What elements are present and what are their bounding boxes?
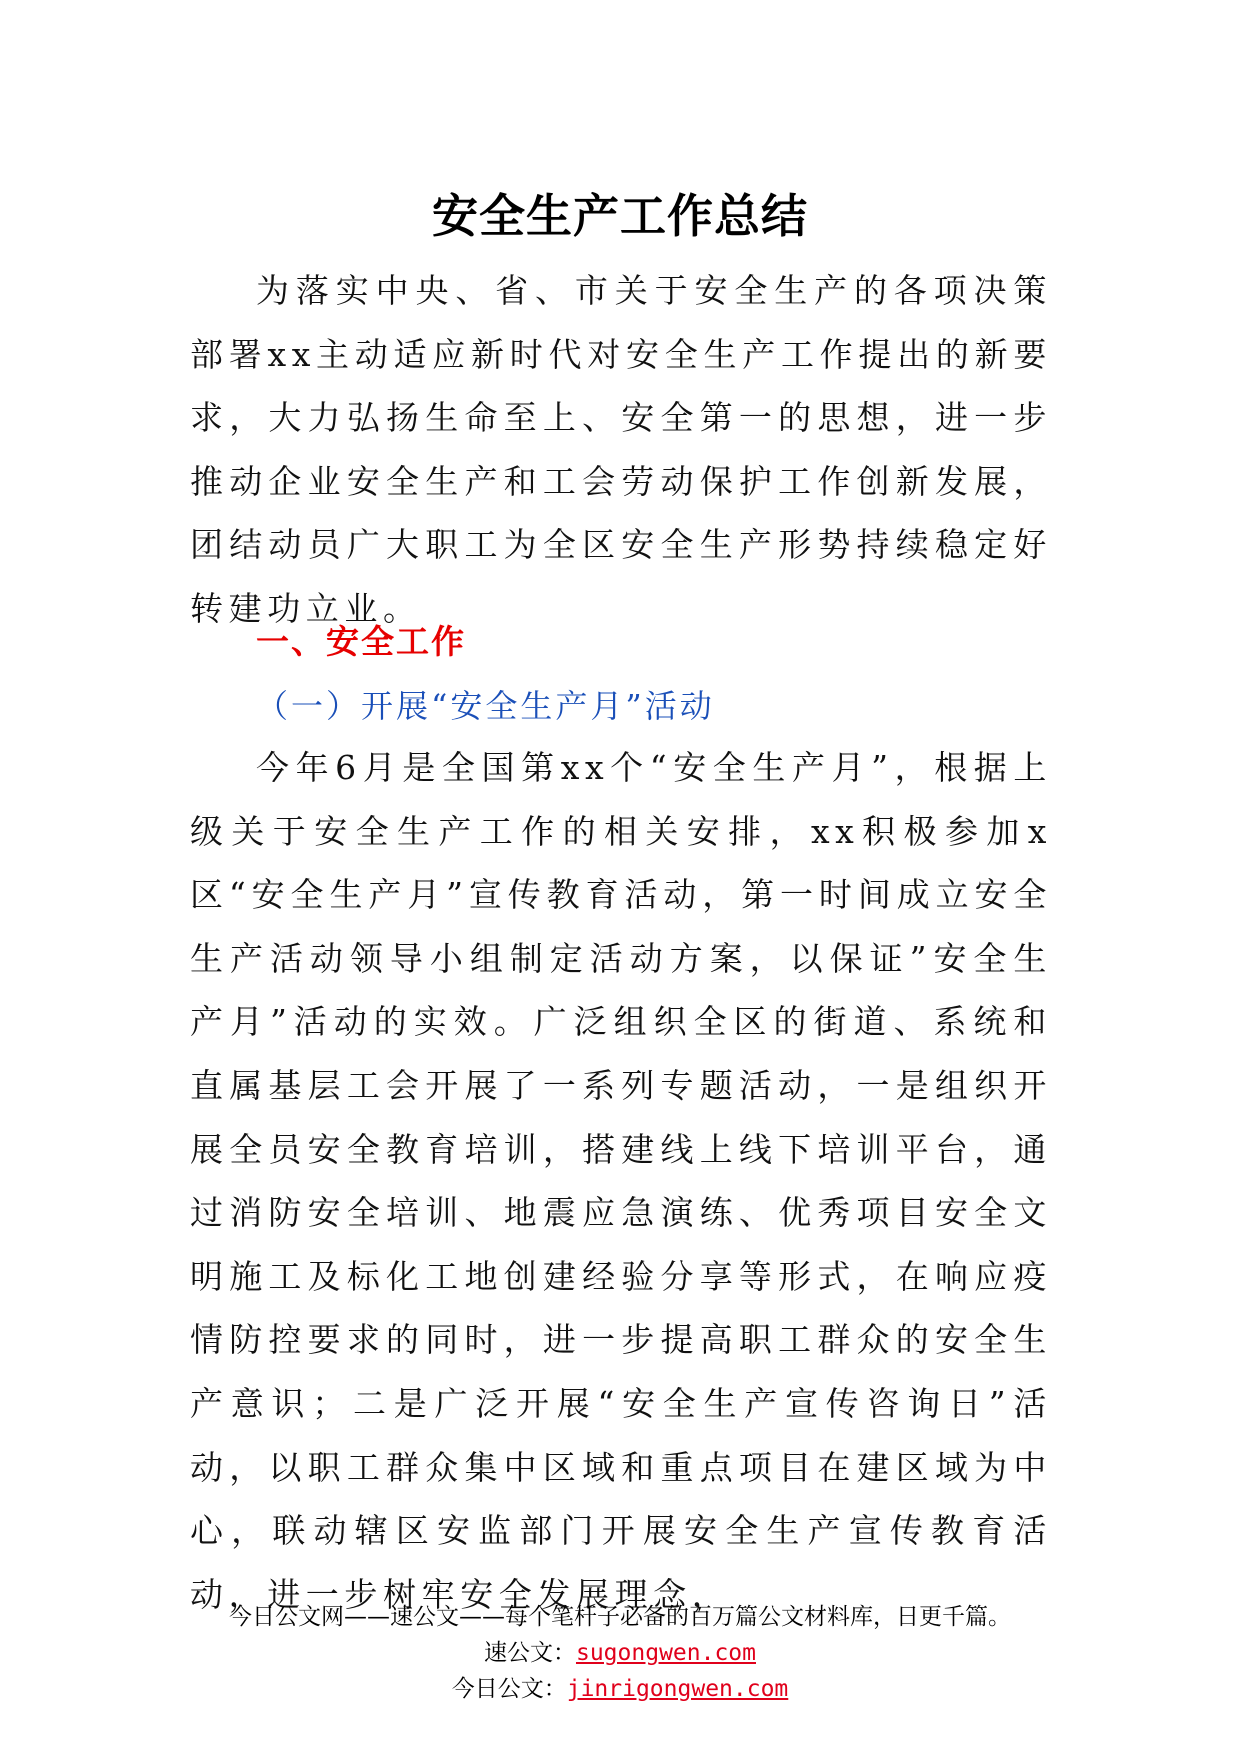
document-title: 安全生产工作总结 — [432, 189, 808, 243]
section-heading-safety-work: 一、安全工作 — [256, 622, 466, 661]
body-paragraph: 今年6月是全国第xx个“安全生产月”，根据上级关于安全生产工作的相关安排，xx积极参加x区“安全生产月”宣传教育活动，第一时间成立安全生产活动领导小组制定活动方案，以保证”安全生产月”活动的实效。广泛组织全区的街道、系统和直属基层工会开展了一系列专题活动，一是组织开展全员安全教育培训，搭建线上线下培训平台，通过消防安全培训、地震应急演练、优秀项目安全文明施工及标化工地创建经验分享等形式，在响应疫情防控要求的同时，进一步提高职工群众的安全生产意识；二是广泛开展“安全生产宣传咨询日”活动，以职工群众集中区域和重点项目在建区域为中心，联动辖区安监部门开展安全生产宣传教育活动，进一步树牢安全发展理念， — [190, 748, 1052, 1614]
intro-block — [190, 259, 1052, 641]
main-block — [190, 736, 1052, 1626]
footer-slogan: 今日公文网——速公文——每个笔杆子必备的百万篇公文材料库，日更千篇。 — [229, 1604, 1011, 1630]
intro-paragraph: 为落实中央、省、市关于安全生产的各项决策部署xx主动适应新时代对安全生产工作提出的新要求，大力弘扬生命至上、安全第一的思想，进一步推动企业安全生产和工会劳动保护工作创新发展，团结动员广大职工为全区安全生产形势持续稳定好转建功立业。 — [190, 271, 1052, 628]
footer-link-row-sugongwen — [0, 1634, 1240, 1667]
jinrigongwen-link[interactable]: jinrigongwen.com — [566, 1676, 789, 1702]
subsection-heading-safety-month: （一）开展“安全生产月”活动 — [256, 687, 715, 725]
sugongwen-link[interactable]: sugongwen.com — [575, 1640, 756, 1666]
footer-label-jinrigongwen: 今日公文： — [451, 1676, 567, 1702]
footer-link-row-jinrigongwen — [0, 1670, 1240, 1703]
footer-label-sugongwen: 速公文： — [483, 1640, 576, 1666]
